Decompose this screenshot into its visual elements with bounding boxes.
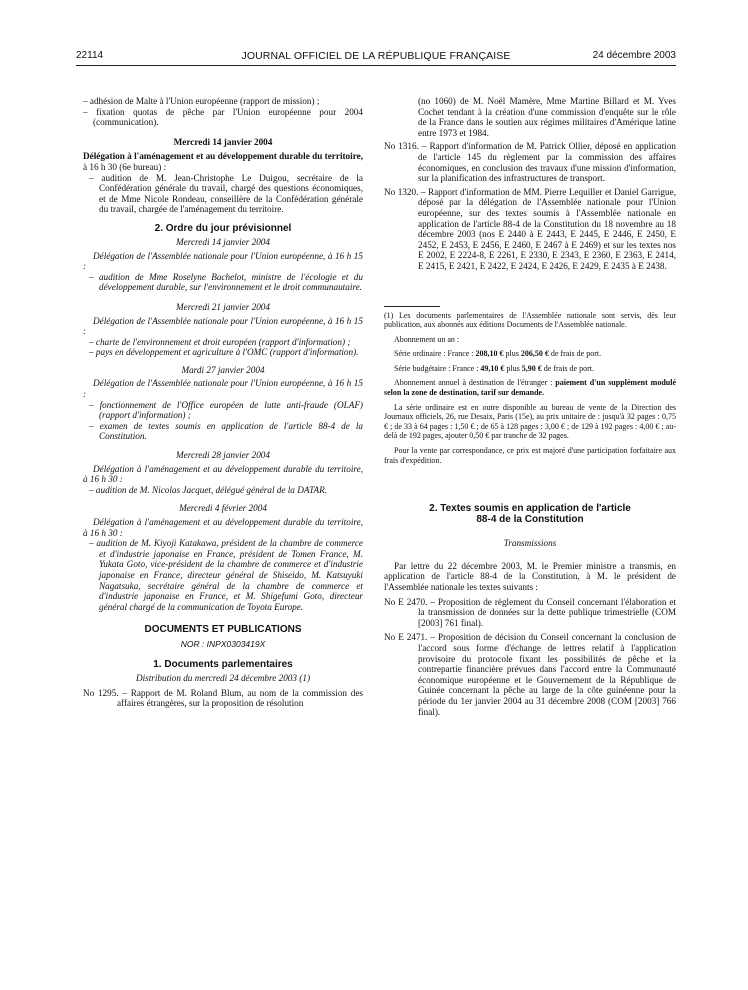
journal-title: JOURNAL OFFICIEL DE LA RÉPUBLIQUE FRANÇAISE xyxy=(241,50,511,62)
document-text: – Rapport de M. Roland Blum, au nom de la commission des affaires étrangères, sur la proposition de résolution xyxy=(117,687,363,709)
text-description: – Proposition de décision du Conseil concernant la conclusion de l'accord sous forme d'échange de lettres relatif à l'application provisoire du protocole fixant les possibilités de pêche et la contrepartie financière prévues dans l'accord entre la Communauté économique européenne et le Gouvernement de la République de Guinée concernant la pêche au large de la côte guinéenne pour la période du 1er janvier 2004 au 31 décembre 2008 (COM [2003] 766 final). xyxy=(418,632,677,717)
delegation-line: Délégation de l'Assemblée nationale pour l'Union européenne, à 16 h 15 : xyxy=(83,378,363,400)
price-suffix: de frais de port. xyxy=(548,349,602,359)
foreign-terms: paiement d'un supplément modulé selon la zone de destination, tarif sur demande. xyxy=(384,378,676,398)
subsection-heading: Transmissions xyxy=(503,538,557,549)
agenda-item: – adhésion de Malte à l'Union européenne (rapport de mission) ; xyxy=(83,96,320,106)
date-heading: Mercredi 14 janvier 2004 xyxy=(176,236,270,247)
document-entry xyxy=(83,688,363,709)
price-conj: plus xyxy=(503,349,521,359)
delegation-line: Délégation de l'Assemblée nationale pour l'Union européenne, à 16 h 15 : xyxy=(83,315,363,337)
delegation-line: Délégation à l'aménagement et au développement durable du territoire, à 16 h 30 : xyxy=(83,463,363,485)
right-column xyxy=(384,96,676,717)
sale-info: La série ordinaire est en outre disponible au bureau de vente de la Direction des Journaux officiels, 26, rue Desaix, Paris (15e), au prix unitaire de : jusqu'à 32 pages : 0,75 € ; de 33 à 64 pages : 1,50 € ; de 65 à 128 pages : 3,00 € ; de 129 à 192 pages : 4,00 € ; au-delà de 192 pages, ajouter 0,50 € par tranche de 32 pages. xyxy=(384,402,676,441)
agenda-item: – examen de textes soumis en application de l'article 88-4 de la Constitution. xyxy=(89,420,363,442)
document-continuation: (no 1060) de M. Noël Mamère, Mme Martine Billard et M. Yves Cochet tendant à la création d'une commission d'enquête sur le rôle de la France dans le soutien aux régimes militaires d'Amérique latine entre 1973 et 1984. xyxy=(418,96,676,138)
delegation-line xyxy=(83,151,363,172)
document-number: No 1316. xyxy=(384,141,419,152)
distribution-line: Distribution du mercredi 24 décembre 2003 (1) xyxy=(135,672,311,683)
document-text: – Rapport d'information de MM. Pierre Lequiller et Daniel Garrigue, déposé par la délégation de l'Assemblée nationale pour l'Union européenne, sur des textes soumis à l'Assemblée nationale en application de l'article 88-4 de la Constitution du 18 novembre au 18 décembre 2003 (nos E 2440 à E 2443, E 2445, E 2446, E 2450, E 2452, E 2453, E 2456, E 2460, E 2467 à E 2469) et sur les textes nos E 2002, E 2224-8, E 2261, E 2330, E 2343, E 2360, E 2363, E 2414, E 2415, E 2421, E 2422, E 2424, E 2426, E 2429, E 2435 à E 2438. xyxy=(418,186,676,271)
date-heading: Mercredi 21 janvier 2004 xyxy=(176,301,270,312)
agenda-item: – audition de M. Nicolas Jacquet, délégué général de la DATAR. xyxy=(89,484,328,495)
issue-date: 24 décembre 2003 xyxy=(592,50,676,61)
agenda-item: – fixation quotas de pêche par l'Union européenne pour 2004 (communication). xyxy=(83,106,363,128)
agenda-item: – charte de l'environnement et droit européen (rapport d'information) ; xyxy=(89,336,351,347)
text-entry xyxy=(384,597,676,629)
delegation-line: Délégation à l'aménagement et au développement durable du territoire, à 16 h 30 : xyxy=(83,517,363,538)
price-line xyxy=(384,349,676,359)
document-text: – Rapport d'information de M. Patrick Ollier, déposé en application de l'article 145 du règlement par la commission des affaires économiques, en conclusion des travaux d'une mission d'information, sur la planification des infrastructures de transport. xyxy=(418,141,677,184)
date-heading: Mardi 27 janvier 2004 xyxy=(181,364,265,375)
price-line xyxy=(384,364,676,374)
document-entry xyxy=(384,141,676,183)
text-description: – Proposition de règlement du Conseil concernant l'élaboration et la transmission de données sur la dette publique trimestrielle (COM [2003] 761 final). xyxy=(418,596,677,628)
section-title: 1. Documents parlementaires xyxy=(153,658,293,670)
text-entry xyxy=(384,632,676,717)
delegation-time: à 16 h 30 (6e bureau) : xyxy=(83,161,167,172)
agenda-item: – audition de M. Kiyoji Katakawa, président de la chambre de commerce et d'industrie japonaise en France, président de Tomen France, M. Yukata Goto, vice-président de la chambre de commerce et d'industrie japonaise en France, directeur général de Shiseido, M. Katsuyuki Nagatsuka, secrétaire général de la chambre de commerce et d'industrie japonaise en France, et M. Shigefumi Goto, directeur général chargé de la communication de Toyota Europe. xyxy=(89,538,363,612)
header-rule xyxy=(76,65,676,66)
price-conj: plus xyxy=(504,363,522,373)
price-value: 208,10 € xyxy=(475,349,504,359)
page-number: 22114 xyxy=(76,50,104,61)
document-number: No 1320. xyxy=(384,186,419,197)
page-header xyxy=(76,50,676,64)
agenda-item: – audition de M. Jean-Christophe Le Duigou, secrétaire de la Confédération générale du travail, chargé des questions économiques, et de Mme Nicole Rondeau, conseillère de la Confédération générale du travail, chargée de l'aménagement du territoire. xyxy=(89,172,363,215)
subscription-heading: Abonnement un an : xyxy=(394,334,460,344)
price-value: 49,10 € xyxy=(480,363,505,373)
price-fees: 5,90 € xyxy=(521,363,542,373)
delegation-line: Délégation de l'Assemblée nationale pour l'Union européenne, à 16 h 15 : xyxy=(83,250,363,272)
agenda-item: – pays en développement et agriculture à l'OMC (rapport d'information). xyxy=(89,347,359,358)
footnote: (1) Les documents parlementaires de l'Assemblée nationale sont servis, dès leur publication, aux abonnés aux éditions Documents de l'Assemblée nationale. xyxy=(384,310,676,330)
foreign-subscription xyxy=(384,378,676,397)
price-suffix: de frais de port. xyxy=(541,363,594,373)
documents-title: DOCUMENTS ET PUBLICATIONS xyxy=(144,624,302,636)
footnote-rule xyxy=(384,306,440,307)
document-entry xyxy=(384,187,676,272)
price-fees: 206,50 € xyxy=(520,349,549,359)
date-heading: Mercredi 28 janvier 2004 xyxy=(176,450,270,461)
document-number: No 1295. xyxy=(83,687,119,698)
agenda-item: – audition de Mme Roselyne Bachelot, ministre de l'écologie et du développement durable, sur l'environnement et le droit communautaire. xyxy=(89,271,363,293)
price-label: Série ordinaire : France : xyxy=(394,349,476,359)
transmission-letter: Par lettre du 22 décembre 2003, M. le Premier ministre a transmis, en application de l'article 88-4 de la Constitution, à M. le président de l'Assemblée nationale les textes suivants : xyxy=(384,560,676,592)
text-number: No E 2470. xyxy=(384,596,428,607)
left-column xyxy=(83,96,363,709)
mail-order-info: Pour la vente par correspondance, ce prix est majoré d'une participation forfaitaire aux frais d'expédition. xyxy=(384,446,676,465)
agenda-item: – fonctionnement de l'Office européen de lutte anti-fraude (OLAF) (rapport d'information) ; xyxy=(89,399,363,421)
price-label: Série budgétaire : France : xyxy=(394,363,481,373)
section-title: 2. Ordre du jour prévisionnel xyxy=(154,222,292,234)
delegation-name: Délégation à l'aménagement et au développement durable du territoire, xyxy=(83,151,363,162)
date-heading: Mercredi 4 février 2004 xyxy=(179,503,267,514)
text-number: No E 2471. xyxy=(384,632,428,643)
section-title: 2. Textes soumis en application de l'article 88-4 de la Constitution xyxy=(429,503,631,526)
foreign-label: Abonnement annuel à destination de l'étranger : xyxy=(394,378,556,388)
nor-reference: NOR : INPX0303419X xyxy=(180,639,266,650)
date-heading: Mercredi 14 janvier 2004 xyxy=(173,136,273,147)
